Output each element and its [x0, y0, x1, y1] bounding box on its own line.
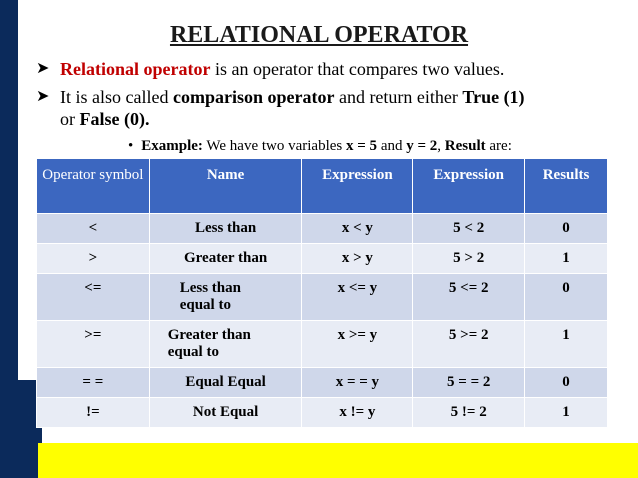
- arrow-bullet-icon: ➤: [36, 60, 50, 77]
- table-cell: x >= y: [302, 321, 413, 368]
- table-cell: Not Equal: [149, 398, 302, 428]
- table-cell: 5 <= 2: [413, 274, 525, 321]
- table-cell: 0: [525, 368, 608, 398]
- bullet-definition: [36, 58, 504, 80]
- table-cell: 5 != 2: [413, 398, 525, 428]
- table-row: [37, 214, 608, 244]
- table-cell: !=: [37, 398, 150, 428]
- table-cell: 1: [525, 321, 608, 368]
- example-and: and: [377, 138, 407, 154]
- table-cell: 5 > 2: [413, 244, 525, 274]
- table-cell: 5 = = 2: [413, 368, 525, 398]
- bullet2-part2: and return either: [334, 87, 463, 107]
- term-relational-operator: Relational operator: [60, 59, 211, 79]
- dot-bullet-icon: •: [128, 138, 134, 154]
- table-cell: 1: [525, 398, 608, 428]
- table-cell: >: [37, 244, 150, 274]
- table-cell: >=: [37, 321, 150, 368]
- table-cell: Less than: [149, 214, 302, 244]
- operator-table: [36, 158, 608, 428]
- example-y: y = 2: [406, 138, 438, 154]
- table-cell: x != y: [302, 398, 413, 428]
- example-text1: We have two variables: [202, 138, 346, 154]
- bullet-comparison: [36, 86, 525, 130]
- table-row: [37, 368, 608, 398]
- table-cell: Less than equal to: [149, 274, 302, 321]
- table-cell: x <= y: [302, 274, 413, 321]
- table-cell: 5 < 2: [413, 214, 525, 244]
- bullet1-rest: is an operator that compares two values.: [210, 59, 505, 79]
- table-cell: Greater than equal to: [149, 321, 302, 368]
- false-value: False (0).: [79, 109, 150, 129]
- table-cell: <=: [37, 274, 150, 321]
- left-decor-bar: [0, 0, 18, 478]
- table-row: [37, 321, 608, 368]
- bullet2-line2-prefix: or: [60, 109, 80, 129]
- table-cell: = =: [37, 368, 150, 398]
- example-result: Result: [444, 138, 486, 154]
- table-row: [37, 244, 608, 274]
- example-x: x = 5: [346, 138, 378, 154]
- table-cell: x = = y: [302, 368, 413, 398]
- bottom-decor-band: [38, 443, 638, 478]
- table-cell: Greater than: [149, 244, 302, 274]
- header-cell: Expression: [413, 159, 525, 214]
- true-value: True (1): [462, 87, 525, 107]
- table-cell: 0: [525, 274, 608, 321]
- example-bullet: [128, 136, 512, 156]
- example-comma: ,: [437, 138, 445, 154]
- arrow-bullet-icon: ➤: [36, 88, 50, 105]
- header-cell: Name: [149, 159, 302, 214]
- table-cell: 1: [525, 244, 608, 274]
- example-are: are:: [485, 138, 512, 154]
- header-cell: Results: [525, 159, 608, 214]
- table-row: [37, 398, 608, 428]
- table-cell: 5 >= 2: [413, 321, 525, 368]
- table-cell: 0: [525, 214, 608, 244]
- header-cell: Expression: [302, 159, 413, 214]
- table-row: [37, 274, 608, 321]
- slide-title: RELATIONAL OPERATOR: [169, 22, 469, 48]
- example-label: Example:: [141, 138, 203, 154]
- table-cell: <: [37, 214, 150, 244]
- table-cell: x < y: [302, 214, 413, 244]
- term-comparison-operator: comparison operator: [172, 87, 335, 107]
- table-cell: Equal Equal: [149, 368, 302, 398]
- bullet2-part1: It is also called: [60, 87, 173, 107]
- header-cell: Operator symbol: [37, 159, 150, 214]
- table-cell: x > y: [302, 244, 413, 274]
- table-header-row: [37, 159, 608, 214]
